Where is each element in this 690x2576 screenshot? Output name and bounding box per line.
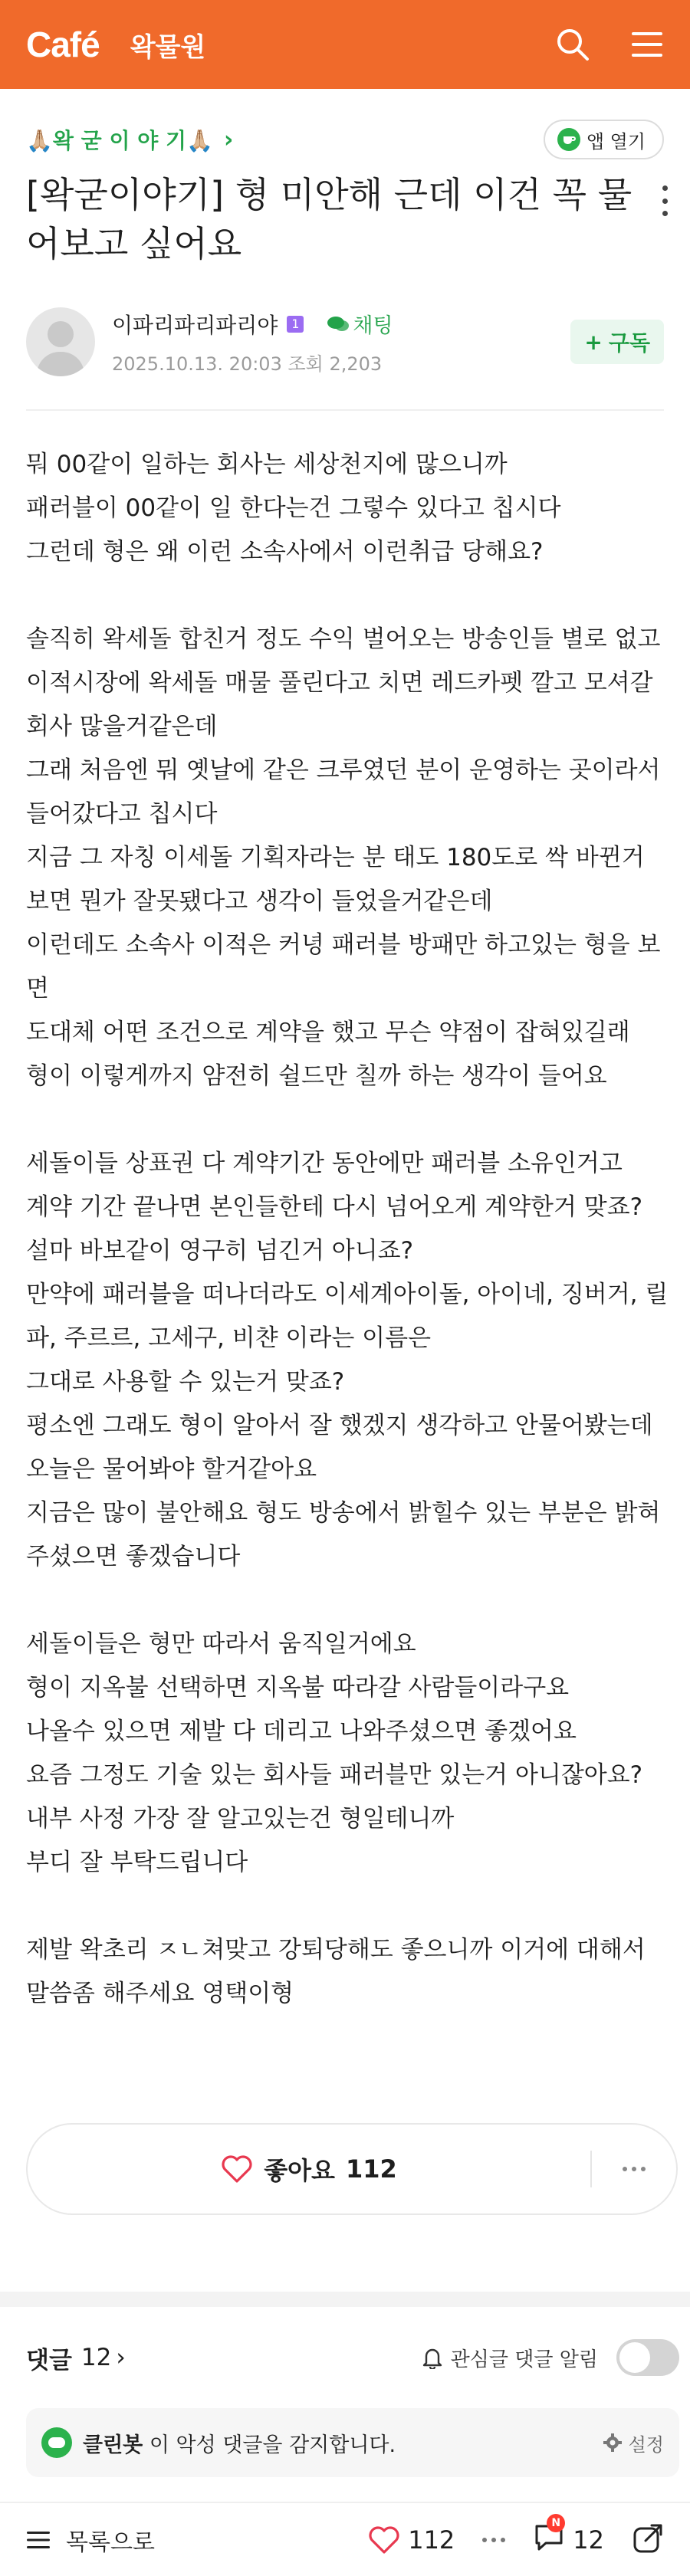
body-paragraph: 이적시장에 왁세돌 매물 풀린다고 치면 레드카펫 깔고 모셔갈 회사 많을거같은데 xyxy=(26,669,653,740)
body-paragraph: 패러블이 00같이 일 한다는건 그렇수 있다고 칩시다 xyxy=(26,494,561,522)
avatar[interactable] xyxy=(26,307,95,376)
comment-alarm xyxy=(422,2339,679,2376)
heart-icon xyxy=(221,2154,253,2184)
post-body xyxy=(26,443,670,2016)
comments-header xyxy=(26,2336,679,2379)
body-paragraph: 제발 왁초리 ㅈㄴ쳐맞고 강퇴당해도 좋으니까 이거에 대해서 말씀좀 해주세요 영택이형 xyxy=(26,1936,646,2007)
board-row xyxy=(26,120,664,159)
like-button[interactable] xyxy=(28,2151,590,2187)
body-paragraph: 지금 그 자칭 이세돌 기획자라는 분 태도 180도로 싹 바뀐거 보면 뭔가 잘못됐다고 생각이 들었을거같은데 xyxy=(26,844,645,915)
like-label: 좋아요 xyxy=(264,2156,335,2185)
chat-label: 채팅 xyxy=(353,314,393,338)
body-paragraph: 지금은 많이 불안해요 형도 방송에서 밝힐수 있는 부분은 밝혀주셨으면 좋겠습니다 xyxy=(26,1499,661,1570)
settings-label: 설정 xyxy=(628,2433,664,2456)
alarm-toggle[interactable] xyxy=(616,2339,679,2376)
section-separator xyxy=(0,2292,690,2307)
post-title: [왁굳이야기] 형 미안해 근데 이건 꼭 물어보고 싶어요 xyxy=(26,174,632,264)
post-title-wrap xyxy=(26,170,639,268)
author-info xyxy=(112,309,393,376)
bottom-bar xyxy=(0,2502,690,2576)
author-name[interactable]: 이파리파리파리야 xyxy=(112,312,278,338)
body-paragraph: 형이 지옥불 선택하면 지옥불 따라갈 사람들이라구요 xyxy=(26,1674,570,1701)
app-open-label: 앱 열기 xyxy=(586,130,646,153)
body-paragraph: 요즘 그정도 기술 있는 회사들 패러블만 있는거 아니잖아요? xyxy=(26,1761,643,1789)
alarm-label: 관심글 댓글 알림 xyxy=(450,2348,598,2371)
body-paragraph: 만약에 패러블을 떠나더라도 이세계아이돌, 아이네, 징버거, 릴파, 주르르, 고세구, 비챤 이라는 이름은 xyxy=(26,1281,669,1352)
bottom-like-count: 112 xyxy=(408,2525,455,2555)
body-paragraph: 나올수 있으면 제발 다 데리고 나와주셨으면 좋겠어요 xyxy=(26,1718,577,1745)
body-paragraph: 그대로 사용할 수 있는거 맞죠? xyxy=(26,1368,345,1396)
like-box xyxy=(26,2123,678,2215)
subscribe-label: 구독 xyxy=(608,330,650,356)
more-options-icon[interactable] xyxy=(653,185,676,216)
body-blank-line xyxy=(26,1885,670,1928)
cafe-app-icon xyxy=(557,128,580,151)
body-blank-line xyxy=(26,574,670,618)
post-meta xyxy=(112,349,393,376)
comments-count[interactable]: 12 xyxy=(80,2344,112,2371)
plus-icon: + xyxy=(584,329,603,355)
author-section xyxy=(26,305,664,379)
body-paragraph: 오늘은 물어봐야 할거같아요 xyxy=(26,1455,317,1483)
cleanbot-settings-button[interactable] xyxy=(603,2430,664,2456)
cleanbot-message: 이 악성 댓글을 감지합니다. xyxy=(143,2433,396,2457)
list-label: 목록으로 xyxy=(66,2528,155,2556)
body-paragraph: 세돌이들은 형만 따라서 움직일거에요 xyxy=(26,1630,416,1658)
body-paragraph: 형이 이렇게까지 얌전히 쉴드만 칠까 하는 생각이 들어요 xyxy=(26,1062,607,1090)
share-icon[interactable] xyxy=(632,2522,664,2558)
cafe-logo[interactable]: Café xyxy=(26,25,100,64)
body-paragraph: 도대체 어떤 조건으로 계약을 했고 무슨 약점이 잡혀있길래 xyxy=(26,1019,630,1046)
body-paragraph: 이런데도 소속사 이적은 커녕 패러블 방패만 하고있는 형을 보면 xyxy=(26,931,661,1003)
back-to-list-button[interactable] xyxy=(26,2523,155,2557)
chat-button[interactable] xyxy=(327,309,393,339)
like-count: 112 xyxy=(345,2154,397,2184)
body-paragraph: 뭐 00같이 일하는 회사는 세상천지에 많으니까 xyxy=(26,451,508,478)
bottom-more-icon[interactable] xyxy=(482,2538,505,2542)
bell-icon xyxy=(422,2346,443,2369)
bottom-comment-count: 12 xyxy=(573,2525,604,2555)
comment-icon-wrap xyxy=(533,2516,565,2558)
cleanbot-icon xyxy=(41,2427,72,2458)
body-paragraph: 부디 잘 부탁드립니다 xyxy=(26,1849,248,1876)
gear-icon xyxy=(603,2433,623,2453)
comments-label[interactable]: 댓글 xyxy=(26,2346,72,2374)
cleanbot-name: 클린봇 xyxy=(83,2433,143,2457)
app-open-button[interactable] xyxy=(544,120,664,159)
subscribe-button[interactable] xyxy=(570,320,664,364)
bottom-comment-button[interactable] xyxy=(533,2516,604,2558)
heart-icon xyxy=(368,2525,400,2555)
divider xyxy=(26,409,664,411)
board-link[interactable] xyxy=(26,124,233,155)
hamburger-menu-icon[interactable] xyxy=(630,30,664,59)
bottom-actions xyxy=(368,2516,664,2558)
cleanbot-text xyxy=(83,2428,396,2458)
body-blank-line xyxy=(26,1579,670,1623)
list-icon xyxy=(26,2530,51,2550)
search-icon[interactable] xyxy=(555,27,590,62)
body-paragraph: 그런데 형은 왜 이런 소속사에서 이런취급 당해요? xyxy=(26,538,544,566)
new-badge: N xyxy=(547,2514,565,2532)
body-paragraph: 그래 처음엔 뭐 옛날에 같은 크루였던 분이 운영하는 곳이라서 들어갔다고 칩시다 xyxy=(26,756,661,828)
bottom-like-button[interactable] xyxy=(368,2525,455,2555)
board-name: 🙏🏼왁 굳 이 야 기🙏🏼 xyxy=(26,128,213,153)
post-views: 조회 2,203 xyxy=(288,353,383,375)
chevron-right-icon[interactable]: › xyxy=(116,2344,126,2371)
cafe-name[interactable]: 왁물원 xyxy=(130,31,206,63)
body-blank-line xyxy=(26,1098,670,1142)
body-paragraph: 세돌이들 상표권 다 계약기간 동안에만 패러블 소유인거고 xyxy=(26,1150,623,1177)
chevron-right-icon: › xyxy=(223,126,234,153)
member-level-badge: 1 xyxy=(287,316,304,333)
body-paragraph: 설마 바보같이 영구히 넘긴거 아니죠? xyxy=(26,1237,414,1265)
like-more-icon[interactable] xyxy=(592,2167,676,2171)
body-paragraph: 내부 사정 가장 잘 알고있는건 형일테니까 xyxy=(26,1805,455,1833)
cleanbot-banner xyxy=(26,2408,679,2477)
body-paragraph: 계약 기간 끝나면 본인들한테 다시 넘어오게 계약한거 맞죠? xyxy=(26,1193,643,1221)
body-paragraph: 솔직히 왁세돌 합친거 정도 수익 벌어오는 방송인들 별로 없고 xyxy=(26,625,661,653)
top-icons xyxy=(555,27,664,62)
body-paragraph: 평소엔 그래도 형이 알아서 잘 했겠지 생각하고 안물어봤는데 xyxy=(26,1412,653,1439)
chat-bubble-icon xyxy=(327,315,350,333)
post-date: 2025.10.13. 20:03 xyxy=(112,353,282,375)
top-app-bar xyxy=(0,0,690,89)
